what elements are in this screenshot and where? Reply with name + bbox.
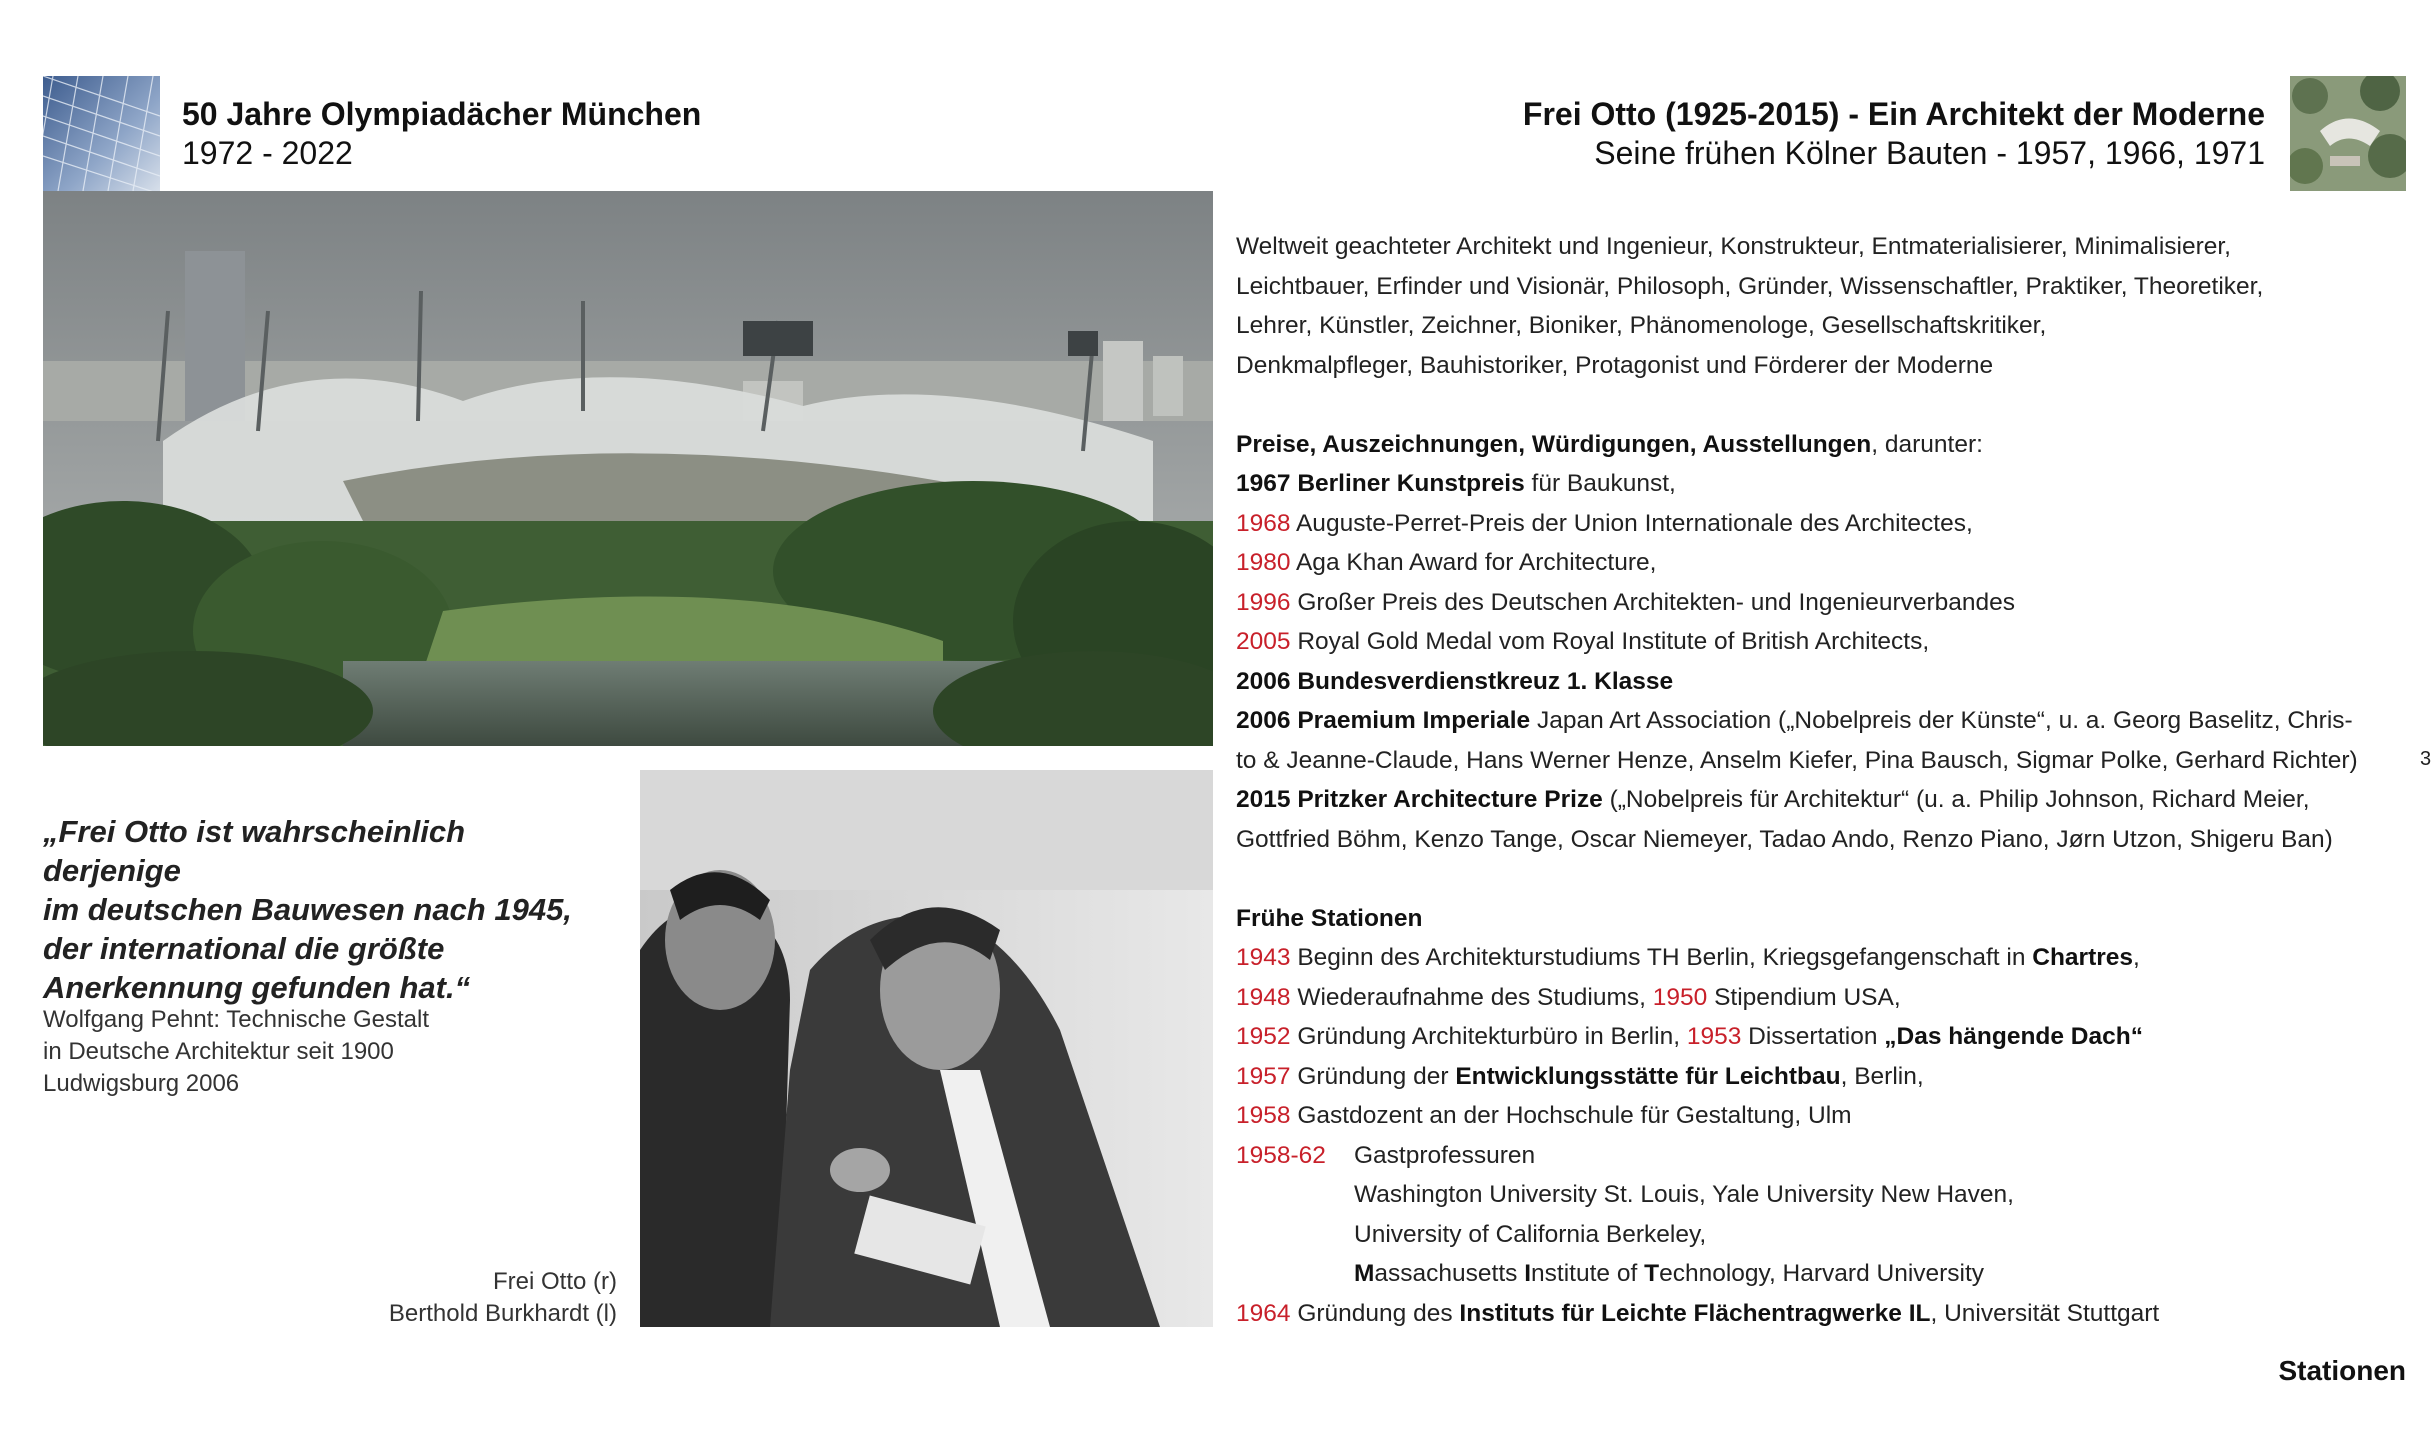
olympic-stadium-photo [43, 191, 1213, 746]
quote-source-line: Ludwigsburg 2006 [43, 1070, 240, 1097]
award-item [1236, 780, 2416, 820]
awards-heading-suffix: , darunter: [1871, 430, 1983, 458]
award-item [1236, 662, 2416, 702]
quote-line: Anerkennung gefunden hat.“ [43, 970, 471, 1005]
award-bold: Pritzker Architecture Prize [1297, 786, 1603, 813]
station-year: 1950 [1652, 983, 1708, 1011]
station-item [1236, 978, 2416, 1018]
award-text: Aga Khan Award for Architecture, [1290, 549, 1657, 576]
award-year: 1967 [1236, 470, 1291, 497]
award-item-continued: to & Jeanne-Claude, Hans Werner Henze, Anselm Kiefer, Pina Bausch, Sigmar Polke, Gerhard Richter) [1236, 746, 2358, 774]
award-year: 1980 [1236, 549, 1291, 576]
header-left-subtitle: 1972 - 2022 [182, 135, 353, 171]
awards-heading [1236, 425, 2416, 465]
award-year: 1996 [1236, 588, 1291, 616]
station-year: 1943 [1236, 944, 1291, 971]
station-bold: „Das hängende Dach“ [1884, 1023, 2143, 1050]
station-text: Beginn des Architekturstudiums TH Berlin, Kriegsgefangenschaft in [1290, 944, 2033, 971]
station-text: Wiederaufnahme des Studiums, [1290, 983, 1653, 1011]
award-item [1236, 504, 2416, 544]
award-year: 2015 [1236, 786, 1291, 813]
page-number: 3 [2420, 748, 2432, 770]
station-item [1236, 1136, 2416, 1176]
station-tail: , Universität Stuttgart [1930, 1299, 2160, 1327]
caption-line: Berthold Burkhardt (l) [388, 1300, 617, 1327]
station-subline: Washington University St. Louis, Yale University New Haven, [1354, 1181, 2014, 1208]
award-text: Royal Gold Medal vom Royal Institute of British Architects, [1290, 628, 1930, 655]
station-text: Gründung der [1290, 1062, 1456, 1090]
station-tail: , Berlin, [1840, 1062, 1924, 1090]
mit-initial: I [1524, 1260, 1532, 1287]
award-year: 2006 [1236, 707, 1291, 734]
text-column [1236, 227, 2416, 1333]
station-item [1236, 938, 2416, 978]
award-year: 2005 [1236, 628, 1291, 655]
station-subline-mit [1236, 1254, 2416, 1294]
mit-initial: M [1354, 1260, 1375, 1287]
station-item [1236, 1057, 2416, 1097]
station-bold: Chartres [2032, 944, 2134, 971]
mit-rest: echnology, Harvard University [1659, 1260, 1985, 1287]
mit-rest: nstitute of [1531, 1260, 1645, 1287]
cologne-aerial-thumbnail [2290, 76, 2406, 191]
station-year: 1958 [1236, 1102, 1291, 1129]
station-year: 1957 [1236, 1062, 1291, 1090]
award-text: Auguste-Perret-Preis der Union Internationale des Architectes, [1290, 509, 1973, 537]
footer-section-label: Stationen [2278, 1355, 2406, 1386]
header-left [182, 95, 701, 173]
station-tail: Dissertation [1741, 1023, 1885, 1050]
station-year: 1948 [1236, 983, 1291, 1011]
award-item [1236, 622, 2416, 662]
header-right-title: Frei Otto (1925-2015) - Ein Architekt der Moderne [1522, 96, 2265, 132]
award-bold: Praemium Imperiale [1297, 707, 1531, 734]
station-text: Gründung des [1290, 1299, 1460, 1327]
station-item [1236, 1096, 2416, 1136]
award-item [1236, 583, 2416, 623]
intro-line: Lehrer, Künstler, Zeichner, Bioniker, Phänomenologe, Gesellschaftskritiker, [1236, 312, 2047, 339]
station-subline: University of California Berkeley, [1354, 1220, 1707, 1248]
station-tail: Stipendium USA, [1707, 983, 1901, 1011]
intro-line: Denkmalpfleger, Bauhistoriker, Protagonist und Förderer der Moderne [1236, 351, 1994, 379]
header-right-subtitle: Seine frühen Kölner Bauten - 1957, 1966, 1971 [1594, 135, 2265, 171]
award-text: für Baukunst, [1524, 470, 1676, 497]
header-right [1523, 95, 2265, 173]
awards-heading-bold: Preise, Auszeichnungen, Würdigungen, Ausstellungen [1236, 430, 1872, 458]
mit-rest: assachusetts [1374, 1260, 1525, 1287]
quote-source [43, 1004, 429, 1100]
quote-block [43, 812, 603, 1007]
station-text: Gastdozent an der Hochschule für Gestaltung, Ulm [1290, 1102, 1852, 1129]
award-item [1236, 701, 2416, 741]
award-item [1236, 464, 2416, 504]
award-bold: Berliner Kunstpreis [1297, 470, 1525, 497]
station-year: 1958-62 [1236, 1141, 1326, 1169]
station-year: 1953 [1686, 1023, 1742, 1050]
caption-line: Frei Otto (r) [493, 1268, 617, 1295]
station-text: Gründung Architekturbüro in Berlin, [1290, 1023, 1687, 1050]
station-tail: , [2133, 944, 2140, 971]
award-text: („Nobelpreis für Architektur“ (u. a. Philip Johnson, Richard Meier, [1602, 786, 2310, 813]
olympic-roof-thumbnail [43, 76, 160, 191]
station-text: Gastprofessuren [1354, 1141, 1536, 1169]
award-year: 1968 [1236, 509, 1291, 537]
intro-line: Weltweit geachteter Architekt und Ingenieur, Konstrukteur, Entmaterialisierer, Minimalisierer, [1236, 233, 2231, 260]
mit-initial: T [1644, 1260, 1660, 1287]
station-year: 1964 [1236, 1299, 1291, 1327]
photo-caption [389, 1266, 617, 1330]
frei-otto-portrait-photo [640, 770, 1213, 1327]
award-text: Japan Art Association („Nobelpreis der Künste“, u. a. Georg Baselitz, Chris- [1530, 707, 2353, 734]
award-year: 2006 [1236, 667, 1291, 695]
quote-source-line: in Deutsche Architektur seit 1900 [43, 1038, 394, 1065]
stations-heading: Frühe Stationen [1236, 904, 1423, 932]
quote-line: der international die größte [43, 931, 445, 966]
award-item [1236, 543, 2416, 583]
quote-line: im deutschen Bauwesen nach 1945, [43, 892, 572, 927]
award-bold: Bundesverdienstkreuz 1. Klasse [1297, 667, 1674, 695]
quote-line: „Frei Otto ist wahrscheinlich derjenige [43, 814, 466, 888]
station-item [1236, 1294, 2416, 1334]
award-text: Großer Preis des Deutschen Architekten- und Ingenieurverbandes [1290, 588, 2016, 616]
station-year: 1952 [1236, 1023, 1291, 1050]
award-item-continued: Gottfried Böhm, Kenzo Tange, Oscar Niemeyer, Tadao Ando, Renzo Piano, Jørn Utzon, Shigeru Ban) [1236, 825, 2333, 853]
intro-line: Leichtbauer, Erfinder und Visionär, Philosoph, Gründer, Wissenschaftler, Praktiker, Theoretiker, [1236, 272, 2264, 300]
station-bold: Instituts für Leichte Flächentragwerke IL [1459, 1299, 1931, 1327]
station-bold: Entwicklungsstätte für Leichtbau [1455, 1062, 1841, 1090]
quote-source-line: Wolfgang Pehnt: Technische Gestalt [43, 1006, 430, 1033]
header-left-title: 50 Jahre Olympiadächer München [182, 96, 702, 132]
station-item [1236, 1017, 2416, 1057]
